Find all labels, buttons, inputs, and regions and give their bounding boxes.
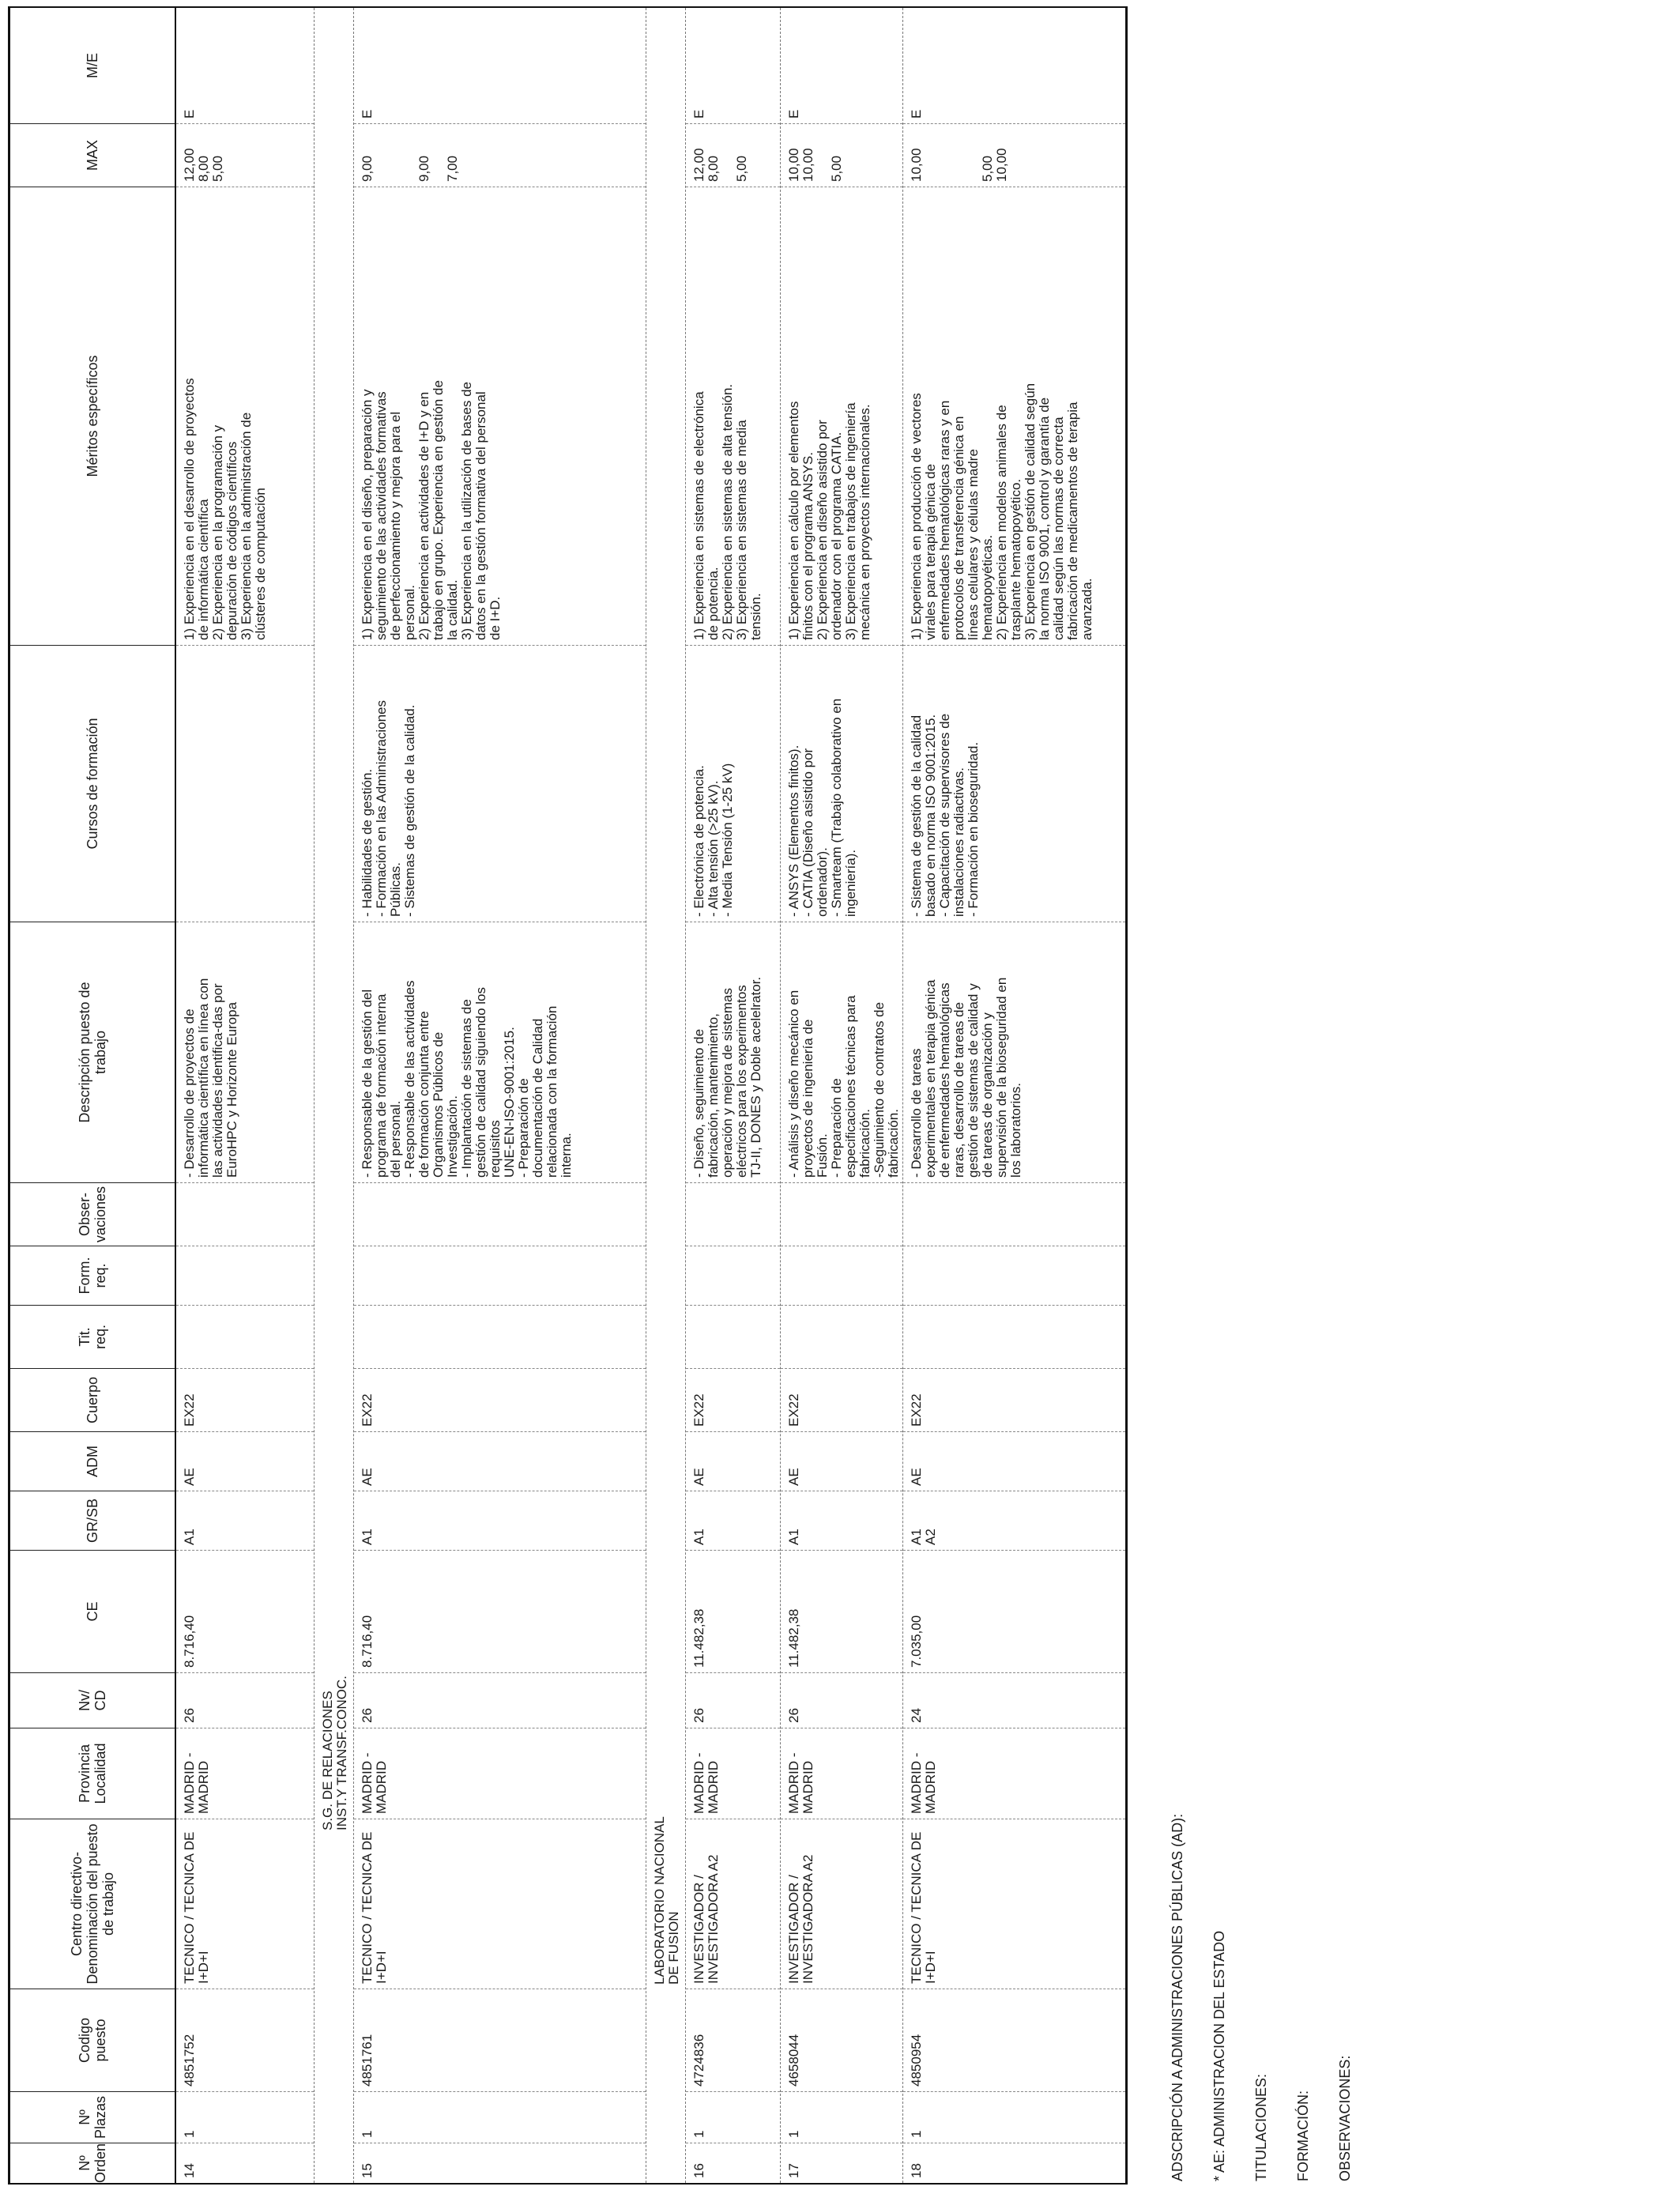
cell-provincia: MADRID - MADRID	[903, 1728, 1125, 1819]
cell-descripcion: - Diseño, seguimiento de fabricación, mantenimiento, operación y mejora de sistemas eléctricos para los experimentos TJ-II, DONES y Doble acelelrator.	[686, 922, 780, 1183]
cell-orden: 17	[786, 2163, 801, 2178]
cell-nivel: 26	[354, 1673, 646, 1728]
cell-form	[354, 1246, 646, 1306]
cell-cursos: - Electrónica de potencia. - Alta tensión (>25 kV). - Media Tensión (1-25 kV)	[686, 646, 780, 922]
cell-cursos: - Habilidades de gestión. - Formación en las Administraciones Públicas. - Sistemas de gestión de la calidad.	[354, 646, 646, 922]
cell-meritos: 1) Experiencia en el diseño, preparación y seguimiento de las actividades formativas de perfeccionamiento y mejora para el personal. 2) Experiencia en actividades de I+D y en trabajo en grupo. Experiencia en gestión de la calidad. 3) Experiencia en la utilización de bases de datos en la gestión formativa del personal de I+D.	[354, 187, 646, 646]
table-row	[781, 8, 903, 2183]
header-obs: Obser- vaciones	[10, 1183, 175, 1246]
cell-codigo: 4850954	[903, 1989, 1125, 2092]
footer-notes	[1170, 1075, 1379, 2181]
cell-provincia: MADRID - MADRID	[781, 1728, 902, 1819]
cell-obs	[781, 1183, 902, 1246]
header-max: MAX	[10, 124, 175, 187]
cell-form	[176, 1246, 314, 1306]
cell-plazas: 1	[354, 2092, 646, 2143]
cell-tit	[903, 1306, 1125, 1369]
cell-adm: AE	[903, 1432, 1125, 1491]
cell-centro: INVESTIGADOR / INVESTIGADORA A2	[781, 1819, 902, 1989]
header-adm: ADM	[10, 1432, 175, 1491]
cell-nivel: 26	[176, 1673, 314, 1728]
cell-max: 12,00 8,00 5,00	[686, 124, 780, 187]
cell-adm: AE	[686, 1432, 780, 1491]
cell-me: E	[686, 8, 780, 124]
cell-orden: 16	[691, 2163, 706, 2178]
cell-descripcion: - Desarrollo de tareas experimentales en terapia génica de enfermedades hematológicas raras, desarrollo de tareas de gestión de sistemas de calidad y de tareas de organización y supervisión de la bioseguridad en los laboratorios.	[903, 922, 1125, 1183]
cell-ce: 11.482,38	[781, 1551, 902, 1673]
cell-form	[686, 1246, 780, 1306]
cell-centro: INVESTIGADOR / INVESTIGADORA A2	[686, 1819, 780, 1989]
cell-descripcion: - Responsable de la gestión del programa de formación interna del personal. - Responsable de las actividades de formación conjunta entre Organismos Públicos de Investigación. - Implantación de sistemas de gestión de calidad siguiendo los requisitos UNE-EN-ISO-9001:2015. - Preparación de documentación de Calidad relacionada con la formación interna.	[354, 922, 646, 1183]
cell-codigo: 4724836	[686, 1989, 780, 2092]
cell-form	[903, 1246, 1125, 1306]
footer-observaciones: OBSERVACIONES:	[1337, 2055, 1353, 2181]
cell-meritos: 1) Experiencia en el desarrollo de proyectos de informática científica 2) Experiencia en la programación y depuración de códigos científicos 3) Experiencia en la administración de clústeres de computación	[176, 187, 314, 646]
cell-obs	[176, 1183, 314, 1246]
cell-ce: 8.716,40	[176, 1551, 314, 1673]
header-nivel: Nv/ CD	[10, 1673, 175, 1728]
cell-plazas: 1	[903, 2092, 1125, 2143]
cell-me: E	[903, 8, 1125, 124]
cell-centro: TECNICO / TECNICA DE I+D+I	[903, 1819, 1125, 1989]
cell-plazas: 1	[686, 2092, 780, 2143]
header-cursos: Cursos de formación	[10, 646, 175, 922]
header-grupo: GR/SB	[10, 1491, 175, 1551]
cell-cuerpo: EX22	[903, 1369, 1125, 1432]
cell-provincia: MADRID - MADRID	[176, 1728, 314, 1819]
cell-tit	[176, 1306, 314, 1369]
cell-cursos: - Sistema de gestión de la calidad basado en norma ISO 9001:2015. - Capacitación de supervisores de instalaciones radiactivas. - Formación en bioseguridad.	[903, 646, 1125, 922]
cell-meritos: 1) Experiencia en sistemas de electrónica de potencia. 2) Experiencia en sistemas de alta tensión. 3) Experiencia en sistemas de media tensión.	[686, 187, 780, 646]
section-label: S.G. DE RELACIONES INST.Y TRANSF.CONOC.	[320, 1676, 349, 1830]
cell-adm: AE	[781, 1432, 902, 1491]
table-header-row	[10, 8, 176, 2183]
cell-ce: 11.482,38	[686, 1551, 780, 1673]
cell-cursos	[176, 646, 314, 922]
header-tit: Tit. req.	[10, 1306, 175, 1369]
cell-orden: 15	[360, 2163, 375, 2178]
cell-me: E	[176, 8, 314, 124]
footer-titulaciones: TITULACIONES:	[1253, 2073, 1269, 2181]
footer-adscripcion: ADSCRIPCIÓN A ADMINISTRACIONES PÚBLICAS (AD):	[1170, 1813, 1185, 2181]
cell-tit	[781, 1306, 902, 1369]
cell-orden: 14	[182, 2163, 197, 2178]
cell-cuerpo: EX22	[686, 1369, 780, 1432]
cell-cursos: - ANSYS (Elementos finitos). - CATIA (Diseño asistido por ordenador). - Smarteam (Trabajo colaborativo en ingeniería).	[781, 646, 902, 922]
cell-plazas: 1	[781, 2092, 902, 2143]
table-row	[686, 8, 781, 2183]
cell-nivel: 26	[781, 1673, 902, 1728]
header-orden: Nº Orden	[77, 2143, 108, 2183]
section-laboratorio-fusion	[646, 8, 686, 2183]
cell-cuerpo: EX22	[354, 1369, 646, 1432]
table-row	[176, 8, 315, 2183]
cell-codigo: 4851761	[354, 1989, 646, 2092]
cell-ce: 7.035,00	[903, 1551, 1125, 1673]
cell-provincia: MADRID - MADRID	[354, 1728, 646, 1819]
header-centro: Centro directivo- Denominación del puesto de trabajo	[10, 1819, 175, 1989]
header-plazas: Nº Plazas	[10, 2092, 175, 2143]
section-label: LABORATORIO NACIONAL DE FUSION	[652, 1816, 681, 1985]
cell-ce: 8.716,40	[354, 1551, 646, 1673]
cell-grupo: A1 A2	[903, 1491, 1125, 1551]
cell-grupo: A1	[686, 1491, 780, 1551]
cell-adm: AE	[354, 1432, 646, 1491]
cell-me: E	[781, 8, 902, 124]
cell-max: 10,00 10,00 5,00	[781, 124, 902, 187]
cell-nivel: 24	[903, 1673, 1125, 1728]
cell-tit	[686, 1306, 780, 1369]
cell-provincia: MADRID - MADRID	[686, 1728, 780, 1819]
cell-orden: 18	[909, 2163, 924, 2178]
cell-tit	[354, 1306, 646, 1369]
cell-cuerpo: EX22	[176, 1369, 314, 1432]
footer-formacion: FORMACIÓN:	[1295, 2090, 1311, 2181]
cell-cuerpo: EX22	[781, 1369, 902, 1432]
table-row	[354, 8, 646, 2183]
cell-adm: AE	[176, 1432, 314, 1491]
cell-grupo: A1	[354, 1491, 646, 1551]
cell-form	[781, 1246, 902, 1306]
cell-max: 10,00 5,00 10,00	[903, 124, 1125, 187]
cell-obs	[686, 1183, 780, 1246]
section-sg-relaciones	[315, 8, 354, 2183]
cell-me: E	[354, 8, 646, 124]
cell-codigo: 4851752	[176, 1989, 314, 2092]
table-row	[903, 8, 1125, 2183]
cell-meritos: 1) Experiencia en cálculo por elementos finitos con el programa ANSYS. 2) Experiencia en diseño asistido por ordenador con el programa CATIA. 3) Experiencia en trabajos de ingeniería mecánica en proyectos internacionales.	[781, 187, 902, 646]
cell-obs	[354, 1183, 646, 1246]
cell-max: 9,00 9,00 7,00	[354, 124, 646, 187]
cell-plazas: 1	[176, 2092, 314, 2143]
cell-centro: TECNICO / TECNICA DE I+D+I	[176, 1819, 314, 1989]
header-form: Form. req.	[10, 1246, 175, 1306]
cell-descripcion: - Análisis y diseño mecánico en proyectos de ingeniería de Fusión. - Preparación de especificaciones técnicas para fabricación. -Seguimiento de contratos de fabricación.	[781, 922, 902, 1183]
cell-grupo: A1	[781, 1491, 902, 1551]
cell-centro: TECNICO / TECNICA DE I+D+I	[354, 1819, 646, 1989]
cell-descripcion: - Desarrollo de proyectos de informática científica en línea con las actividades identifica-das por EuroHPC y Horizonte Europa	[176, 922, 314, 1183]
header-cuerpo: Cuerpo	[10, 1369, 175, 1432]
cell-meritos: 1) Experiencia en producción de vectores virales para terapia génica de enfermedades hematológicas raras y en protocolos de transferencia génica en líneas celulares y células madre hematopoyéticas. 2) Experiencia en modelos animales de trasplante hematopoyético. 3) Experiencia en gestión de calidad según la norma ISO 9001, control y garantía de calidad según las normas de correcta fabricación de medicamentos de terapia avanzada.	[903, 187, 1125, 646]
cell-nivel: 26	[686, 1673, 780, 1728]
header-codigo: Codigo puesto	[10, 1989, 175, 2092]
header-descripcion: Descripción puesto de trabajo	[10, 922, 175, 1183]
cell-codigo: 4658044	[781, 1989, 902, 2092]
header-provincia: Provincia Localidad	[10, 1728, 175, 1819]
cell-obs	[903, 1183, 1125, 1246]
cell-grupo: A1	[176, 1491, 314, 1551]
header-ce: CE	[10, 1551, 175, 1673]
header-meritos: Méritos específicos	[10, 187, 175, 646]
job-listing-table	[8, 6, 1128, 2185]
footer-ae: * AE: ADMINISTRACION DEL ESTADO	[1211, 1930, 1227, 2181]
header-me: M/E	[10, 8, 175, 124]
cell-max: 12,00 8,00 5,00	[176, 124, 314, 187]
